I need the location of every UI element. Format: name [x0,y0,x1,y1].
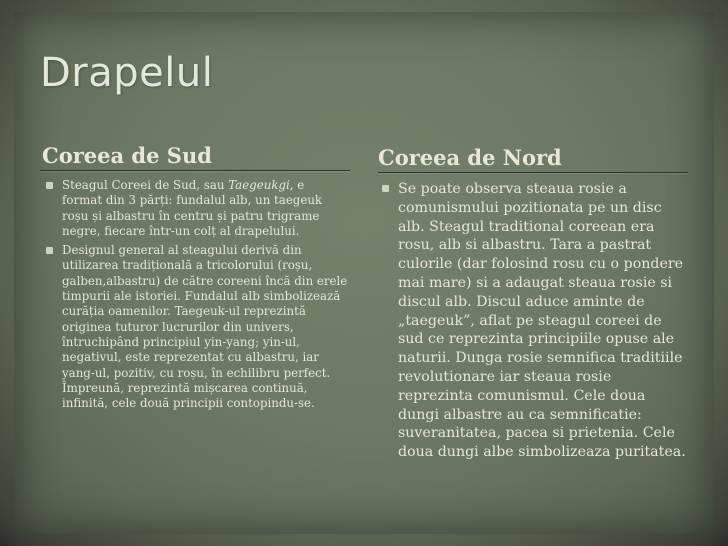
bullet-text: Designul general al steagului derivă din utilizarea tradițională a tricolorului (roșu, galben,albastru) de către coreeni încă din erele timpurii ale istoriei. Fundalul alb simbolizează curăția oamenilor. Taegeuk-ul reprezintă originea tuturor lucrurilor din univers, întruchipând principiul yin-yang; yin-ul, negativul, este reprezentat cu albastru, iar yang-ul, pozitiv, cu roșu, în echilibru perfect. Împreună, reprezintă mișcarea continuă, infinită, cele două principii contopindu-se. [62,243,348,411]
left-bullet-list [62,178,348,415]
left-heading-divider [40,170,350,171]
emphasized-term: Taegeukgi [228,178,290,192]
right-heading-divider [378,172,688,173]
square-bullet-icon [382,185,389,192]
bullet-text: Steagul Coreei de Sud, sau [62,178,229,192]
bullet-text: Se poate observa steaua rosie a comunismului pozitionata pe un disc alb. Steagul traditional coreean era rosu, alb si albastru. Tara a pastrat culorile (dar folosind rosu cu o pondere mai mare) si a adaugat steaua rosie si discul alb. Discul aduce aminte de „taegeuk”, aflat pe steagul coreei de sud ce reprezinta principiile opuse ale naturii. Dunga rosie semnifica traditiile revolutionare iar steaua rosie reprezinta comunismul. Cele doua dungi albastre au ca semnificatie: suveranitatea, pacea si prietenia. Cele doua dungi albe simbolizeaza puritatea. [398,181,686,461]
bullet-item [62,178,348,239]
slide-title: Drapelul [40,50,214,96]
right-column-heading: Coreea de Nord [378,145,562,170]
left-column-heading: Coreea de Sud [42,143,212,168]
square-bullet-icon [46,247,53,254]
right-bullet-list [398,180,688,462]
bullet-text: , e format din 3 părți: fundalul alb, un taegeuk roșu și albastru în centru și patru trigrame negre, fiecare într-un colț al drapelului. [62,178,323,238]
square-bullet-icon [46,182,53,189]
bullet-item [62,243,348,411]
bullet-item [398,180,688,462]
